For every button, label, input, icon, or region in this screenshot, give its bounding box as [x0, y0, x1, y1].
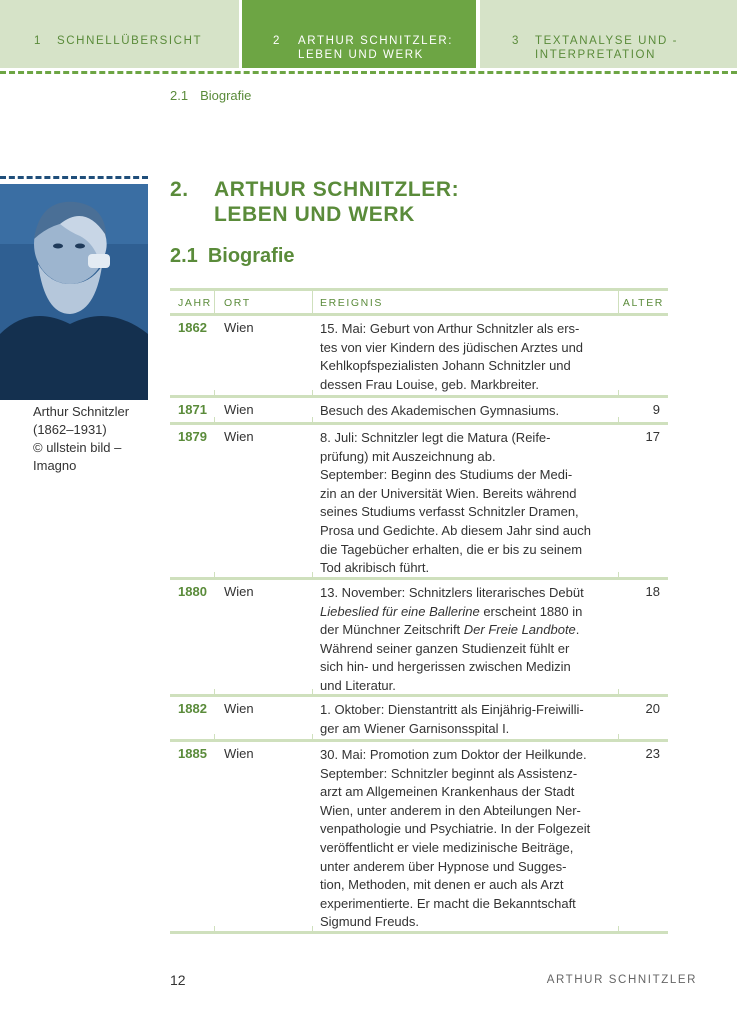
row-place: Wien: [224, 429, 254, 444]
column-divider: [312, 572, 313, 580]
column-divider: [214, 926, 215, 934]
event-line: Wien, unter anderem in den Abteilungen Ner-: [320, 802, 581, 818]
column-divider: [312, 417, 313, 425]
event-line: 8. Juli: Schnitzler legt die Matura (Reife-: [320, 430, 551, 445]
chapter-title-line2: LEBEN UND WERK: [214, 203, 415, 226]
row-age: 23: [645, 746, 660, 761]
event-line: 13. November: Schnitzlers literarisches Debüt: [320, 585, 584, 600]
event-line: September: Beginn des Studiums der Medi-: [320, 467, 573, 483]
breadcrumb: [170, 88, 251, 103]
event-line: unter anderem über Hypnose und Sugges-: [320, 858, 567, 874]
header-place: ORT: [224, 297, 251, 309]
row-place: Wien: [224, 584, 254, 599]
event-line: seines Studiums verfasst Schnitzler Dramen,: [320, 504, 579, 520]
row-year: 1871: [178, 402, 207, 417]
event-line: prüfung) mit Auszeichnung ab.: [320, 448, 496, 464]
caption-line: Imagno: [33, 458, 77, 473]
chapter-number: 2.: [170, 178, 189, 201]
event-line: der Münchner Zeitschrift Der Freie Landbote.: [320, 622, 580, 638]
event-line: arzt am Allgemeinen Krankenhaus der Stadt: [320, 784, 575, 800]
section-number: 2.1: [170, 245, 198, 267]
author-portrait: [0, 184, 148, 400]
event-line: 1. Oktober: Dienstantritt als Einjährig-Freiwilli-: [320, 702, 584, 717]
tab-divider: [0, 71, 737, 74]
event-line: ger am Wiener Garnisonsspital I.: [320, 720, 510, 736]
column-divider: [618, 734, 619, 742]
column-divider: [618, 417, 619, 425]
row-event: [320, 584, 612, 696]
tab-number: 2: [273, 35, 281, 47]
column-divider: [214, 291, 215, 313]
chapter-title-line1: ARTHUR SCHNITZLER:: [214, 178, 460, 201]
table-row: [170, 425, 668, 580]
header-year: JAHR: [178, 297, 212, 309]
column-divider: [312, 291, 313, 313]
column-divider: [618, 291, 619, 313]
event-line: dessen Frau Louise, geb. Markbreiter.: [320, 376, 539, 392]
tab-number: 1: [34, 35, 42, 47]
column-divider: [214, 572, 215, 580]
tab-label: TEXTANALYSE UND -INTERPRETATION: [535, 35, 679, 61]
caption-line: © ullstein bild –: [33, 440, 122, 455]
row-year: 1862: [178, 320, 207, 335]
row-place: Wien: [224, 746, 254, 761]
column-divider: [312, 734, 313, 742]
table-row: [170, 697, 668, 742]
event-line: 30. Mai: Promotion zum Doktor der Heilkunde.: [320, 747, 587, 762]
tab-label: ARTHUR SCHNITZLER: LEBEN UND WERK: [298, 35, 454, 61]
event-line: tes von vier Kindern des jüdischen Arztes und: [320, 339, 584, 355]
running-title: ARTHUR SCHNITZLER: [546, 974, 697, 986]
event-line: die Tagebücher erhalten, die er bis zu seinem: [320, 541, 583, 557]
event-line: Kehlkopfspezialisten Johann Schnitzler und: [320, 358, 571, 374]
row-place: Wien: [224, 320, 254, 335]
column-divider: [312, 689, 313, 697]
event-line: veröffentlicht er viele medizinische Beiträge,: [320, 839, 574, 855]
tab-textanalyse[interactable]: [480, 0, 737, 68]
breadcrumb-label: Biografie: [200, 88, 252, 103]
event-line: und Literatur.: [320, 677, 396, 693]
row-year: 1879: [178, 429, 207, 444]
table-header: [170, 288, 668, 316]
column-divider: [214, 689, 215, 697]
event-line: 15. Mai: Geburt von Arthur Schnitzler als ers-: [320, 321, 580, 336]
event-line: Liebeslied für eine Ballerine erscheint 1880 in: [320, 603, 583, 619]
row-age: 9: [652, 402, 660, 417]
column-divider: [214, 417, 215, 425]
event-line: zin an der Universität Wien. Bereits während: [320, 485, 577, 501]
table-row: [170, 398, 668, 425]
column-divider: [618, 689, 619, 697]
tab-leben-und-werk[interactable]: [242, 0, 476, 68]
row-event: [320, 429, 612, 578]
breadcrumb-number: 2.1: [170, 88, 189, 103]
tab-number: 3: [512, 35, 520, 47]
chapter-tabs: [0, 0, 737, 70]
header-event: EREIGNIS: [320, 297, 383, 309]
row-age: 17: [645, 429, 660, 444]
column-divider: [618, 926, 619, 934]
row-event: [320, 746, 612, 932]
header-age: ALTER: [622, 297, 664, 309]
event-line: sich hin- und hergerissen zwischen Medizin: [320, 659, 571, 675]
photo-divider: [0, 176, 148, 179]
event-line: Prosa und Gedichte. Ab diesem Jahr sind auch: [320, 522, 591, 538]
event-line: Besuch des Akademischen Gymnasiums.: [320, 403, 560, 418]
row-event: [320, 402, 612, 421]
event-line: September: Schnitzler beginnt als Assistenz-: [320, 765, 578, 781]
section-heading: [170, 245, 295, 268]
column-divider: [618, 572, 619, 580]
event-line: experimentierte. Er macht die Bekanntschaft: [320, 895, 576, 911]
row-event: [320, 701, 612, 738]
event-line: Tod akribisch führt.: [320, 560, 430, 576]
page-number: 12: [170, 972, 186, 988]
tab-schnelluebersicht[interactable]: [0, 0, 239, 68]
column-divider: [618, 390, 619, 398]
table-row: [170, 742, 668, 934]
row-year: 1882: [178, 701, 207, 716]
tab-label: SCHNELLÜBERSICHT: [57, 35, 203, 47]
event-line: Während seiner ganzen Studienzeit fühlt er: [320, 640, 570, 656]
row-age: 18: [645, 584, 660, 599]
row-place: Wien: [224, 402, 254, 417]
row-age: 20: [645, 701, 660, 716]
column-divider: [214, 390, 215, 398]
column-divider: [214, 734, 215, 742]
row-year: 1885: [178, 746, 207, 761]
row-event: [320, 320, 612, 394]
row-place: Wien: [224, 701, 254, 716]
portrait-caption: [33, 403, 148, 475]
caption-line: (1862–1931): [33, 422, 107, 437]
table-row: [170, 580, 668, 697]
column-divider: [312, 390, 313, 398]
event-line: Sigmund Freuds.: [320, 914, 419, 930]
section-title: Biografie: [207, 245, 295, 267]
column-divider: [312, 926, 313, 934]
table-row: [170, 316, 668, 398]
biography-table: [170, 288, 668, 934]
caption-line: Arthur Schnitzler: [33, 404, 130, 419]
row-year: 1880: [178, 584, 207, 599]
event-line: tion, Methoden, mit denen er auch als Arzt: [320, 877, 564, 893]
table-body: [170, 316, 668, 934]
event-line: venpathologie und Psychiatrie. In der Folgezeit: [320, 821, 591, 837]
